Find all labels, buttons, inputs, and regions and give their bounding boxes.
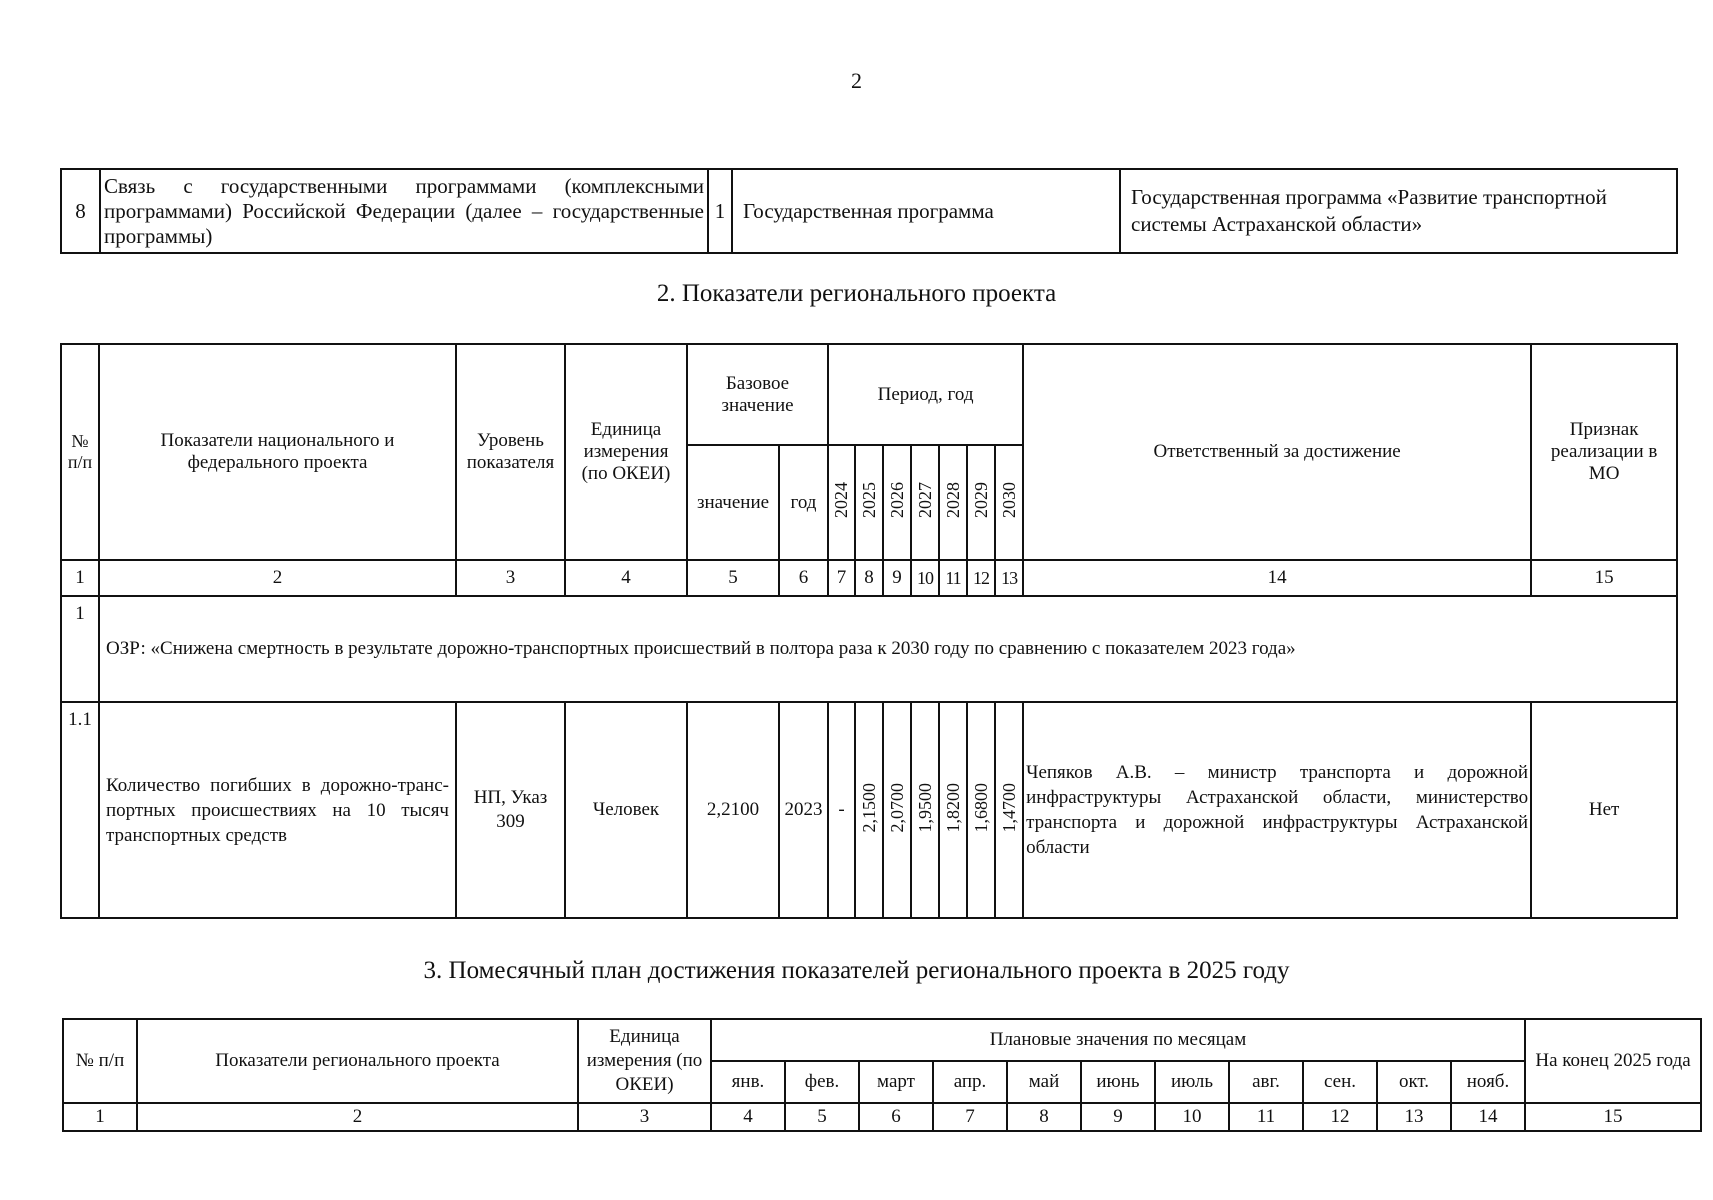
col-num: 8	[855, 560, 883, 596]
col-num: 3	[578, 1103, 711, 1131]
col-num: 11	[1229, 1103, 1303, 1131]
col-num: 5	[687, 560, 779, 596]
period-value-2029: 1,6800	[970, 782, 991, 833]
header-indicator: Показатели регионального проекта	[137, 1019, 578, 1103]
col-num: 10	[911, 560, 939, 596]
page-number: 2	[851, 68, 862, 93]
col-num: 6	[779, 560, 828, 596]
col-num: 6	[859, 1103, 933, 1131]
goal-text: ОЗР: «Снижена смертность в результате дорожно-транспортных происшествий в полтора раза к 2030 году по сравнению с показателем 2023 года»	[99, 596, 1677, 702]
col-num: 1	[61, 560, 99, 596]
section-3-title: 3. Помесячный план достижения показателей регионального проекта в 2025 году	[423, 957, 1290, 984]
col-num: 12	[1303, 1103, 1377, 1131]
year-2028: 2028	[942, 482, 963, 518]
period-value-2025: 2,1500	[858, 782, 879, 833]
col-num: 7	[933, 1103, 1007, 1131]
header-end-of-year: На конец 2025 года	[1525, 1019, 1701, 1103]
year-2029: 2029	[970, 482, 991, 518]
header-no: № п/п	[61, 344, 99, 560]
header-monthly: Плановые значения по месяцам	[711, 1019, 1525, 1061]
col-num: 11	[939, 560, 967, 596]
sub-number: 1	[708, 169, 732, 253]
month-feb: фев.	[785, 1061, 859, 1103]
month-may: май	[1007, 1061, 1081, 1103]
col-num: 13	[995, 560, 1023, 596]
col-num: 14	[1023, 560, 1531, 596]
col-num: 4	[711, 1103, 785, 1131]
row-number: 8	[61, 169, 100, 253]
goal-number: 1	[61, 596, 99, 702]
col-num: 8	[1007, 1103, 1081, 1131]
col-num: 10	[1155, 1103, 1229, 1131]
year-2026: 2026	[886, 482, 907, 518]
col-num: 5	[785, 1103, 859, 1131]
col-num: 9	[883, 560, 911, 596]
indicator-number: 1.1	[61, 702, 99, 918]
col-num: 12	[967, 560, 995, 596]
header-period: Период, год	[828, 344, 1023, 445]
header-base-year: год	[779, 445, 828, 560]
col-num: 13	[1377, 1103, 1451, 1131]
year-2030: 2030	[998, 482, 1019, 518]
column-numbers-row	[63, 1103, 1701, 1131]
col-num: 3	[456, 560, 565, 596]
header-level: Уровень показателя	[456, 344, 565, 560]
programs-link-table	[60, 168, 1678, 254]
header-base: Базовое значение	[687, 344, 828, 445]
header-no: № п/п	[63, 1019, 137, 1103]
indicator-level: НП, Указ 309	[456, 702, 565, 918]
responsible-person: Чепяков А.В. – министр транспорта и дорожной инфраструктуры Астраханской области, министерство транспорта и дорожной инфраструктуры Астраханской области	[1023, 702, 1531, 918]
col-num: 2	[99, 560, 456, 596]
header-unit: Единица измерения (по ОКЕИ)	[578, 1019, 711, 1103]
program-type: Государственная программа	[732, 169, 1120, 253]
indicator-row	[61, 702, 1677, 918]
month-mar: март	[859, 1061, 933, 1103]
col-num: 15	[1525, 1103, 1701, 1131]
month-jan: янв.	[711, 1061, 785, 1103]
month-apr: апр.	[933, 1061, 1007, 1103]
period-value-2027: 1,9500	[914, 782, 935, 833]
period-value-2026: 2,0700	[886, 782, 907, 833]
month-sep: сен.	[1303, 1061, 1377, 1103]
base-year: 2023	[779, 702, 828, 918]
year-2025: 2025	[858, 482, 879, 518]
programs-link-label: Связь с государственными программами (комплексными программами) Российской Федерации (далее – государственные программы)	[100, 169, 708, 253]
col-num: 14	[1451, 1103, 1525, 1131]
col-num: 7	[828, 560, 855, 596]
year-2024: 2024	[831, 482, 852, 518]
base-value: 2,2100	[687, 702, 779, 918]
month-jul: июль	[1155, 1061, 1229, 1103]
program-name: Государственная программа «Развитие транспортной системы Астраханской области»	[1120, 169, 1677, 253]
mo-flag: Нет	[1531, 702, 1677, 918]
monthly-plan-table	[62, 1018, 1702, 1132]
period-value-2030: 1,4700	[998, 782, 1019, 833]
header-responsible: Ответственный за достижение	[1023, 344, 1531, 560]
period-value-2028: 1,8200	[942, 782, 963, 833]
col-num: 15	[1531, 560, 1677, 596]
column-numbers-row	[61, 560, 1677, 596]
section-2-title: 2. Показатели регионального проекта	[656, 280, 1057, 307]
col-num: 1	[63, 1103, 137, 1131]
year-2027: 2027	[914, 482, 935, 518]
period-value-2024: -	[828, 702, 855, 918]
header-indicator: Показатели национального и федерального проекта	[99, 344, 456, 560]
month-nov: нояб.	[1451, 1061, 1525, 1103]
indicators-table	[60, 343, 1678, 919]
indicator-unit: Человек	[565, 702, 687, 918]
header-mo: Признак реализации в МО	[1531, 344, 1677, 560]
month-jun: июнь	[1081, 1061, 1155, 1103]
month-oct: окт.	[1377, 1061, 1451, 1103]
header-base-value: значение	[687, 445, 779, 560]
month-aug: авг.	[1229, 1061, 1303, 1103]
col-num: 9	[1081, 1103, 1155, 1131]
header-unit: Единица измерения (по ОКЕИ)	[565, 344, 687, 560]
goal-row	[61, 596, 1677, 702]
col-num: 4	[565, 560, 687, 596]
col-num: 2	[137, 1103, 578, 1131]
indicator-name: Количество погибших в дорожно-транс-портных происшествиях на 10 тысяч транспортных средств	[99, 702, 456, 918]
